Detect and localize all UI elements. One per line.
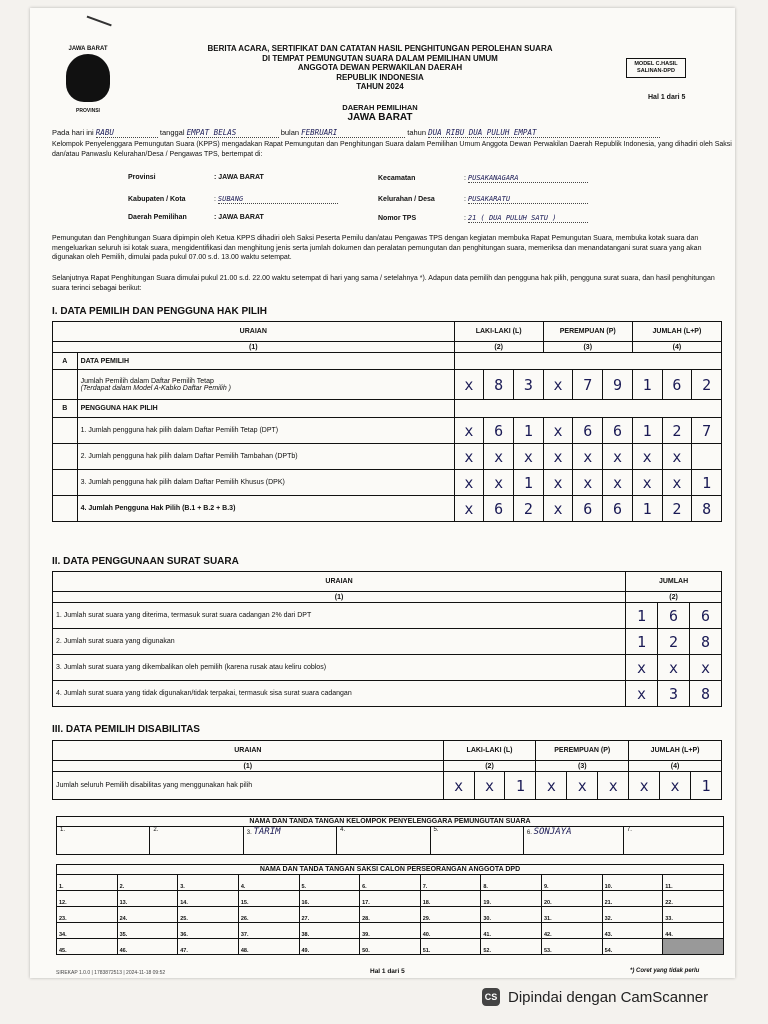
table-row: 1. 2. 3. 4. 5. 6. 7. 8. 9. 10. 11. bbox=[57, 875, 724, 891]
tps-field: Nomor TPS : 21 ( DUA PULUH SATU ) bbox=[378, 214, 588, 223]
section2-title: II. DATA PENGGUNAAN SURAT SUARA bbox=[52, 556, 239, 567]
logo-top-text: JAWA BARAT bbox=[68, 46, 108, 52]
pen-mark bbox=[86, 16, 111, 28]
province-field: Provinsi : JAWA BARAT bbox=[128, 174, 264, 181]
witness-signature-table: NAMA DAN TANDA TANGAN SAKSI CALON PERSEORANGAN ANGGOTA DPD 1. 2. 3. 4. 5. 6. 7. 8. 9. 10. 11. 12. 13. 14. 15. 16. 17. 18. 19. 20. 21. 22. 23. 24. 25. 26. 27. 28. 29. 30. 31. 32. 33. 34. 35. 36. 37. 38. 39. 40. 41. 42. 43. 44. 45. 46. 47. 48. 49. 50. 51. 52. 53. 54. bbox=[56, 864, 724, 955]
emblem-icon bbox=[66, 54, 110, 102]
date-value: EMPAT BELAS bbox=[187, 128, 279, 138]
table-row: 34. 35. 36. 37. 38. 39. 40. 41. 42. 43. 44. bbox=[57, 923, 724, 939]
table-row: 3. Jumlah surat suara yang dikembalikan oleh pemilih (karena rusak atau keliru coblos) x x x bbox=[53, 655, 722, 681]
logo-bottom-text: PROVINSI bbox=[76, 108, 100, 114]
table-row: Jumlah seluruh Pemilih disabilitas yang menggunakan hak pilih x x 1 x x x x x 1 bbox=[53, 772, 722, 800]
table-row: 2. Jumlah pengguna hak pilih dalam Daftar Pemilih Tambahan (DPTb) x x x x x x x x bbox=[53, 444, 722, 470]
table-row: 4. Jumlah surat suara yang tidak digunakan/tidak terpakai, termasuk sisa surat suara cadangan x 3 8 bbox=[53, 681, 722, 707]
procedure-paragraph: Pemungutan dan Penghitungan Suara dipimpin oleh Ketua KPPS dihadiri oleh Saksi Peserta Pemilu dan/atau Pengawas TPS dengan kegiatan membuka Rapat Pemungutan Suara, membuka kotak suara dan mengeluarkan seluruh isi kotak suara, mengidentifikasi dan menghitung jenis serta jumlah dokumen dan peralatan pemungutan dan penghitungan suara, memeriksa dan menandatangani surat suara yang akan digunakan oleh Pemilih, dimulai pada pukul 07.00 s.d. 13.00 waktu setempat. bbox=[52, 235, 702, 261]
footer-page: Hal 1 dari 5 bbox=[370, 968, 405, 975]
table-row: 4. Jumlah Pengguna Hak Pilih (B.1 + B.2 + B.3) x 6 2 x 6 6 1 2 8 bbox=[53, 496, 722, 522]
table-row: 3. Jumlah pengguna hak pilih dalam Daftar Pemilih Khusus (DPK) x x 1 x x x x x 1 bbox=[53, 470, 722, 496]
table-row: 23. 24. 25. 26. 27. 28. 29. 30. 31. 32. 33. bbox=[57, 907, 724, 923]
date-line: Pada hari ini RABU tanggal EMPAT BELAS bulan FEBRUARI tahun DUA RIBU DUA PULUH EMPAT bbox=[52, 128, 732, 138]
table-row: 45. 46. 47. 48. 49. 50. 51. 52. 53. 54. bbox=[57, 939, 724, 955]
count-paragraph: Selanjutnya Rapat Penghitungan Suara dimulai pukul 21.00 s.d. 22.00 waktu setempat di hari yang sama / setelahnya *). Adapun data pemilih dan pengguna hak pilih, pengguna surat suara, dan hasil penghitungan suara terinci sebagai berikut: bbox=[52, 275, 715, 292]
district-field: Kecamatan : PUSAKANAGARA bbox=[378, 174, 588, 183]
ballot-usage-table: URAIAN JUMLAH (1) (2) 1. Jumlah surat suara yang diterima, termasuk surat suara cadangan 2% dari DPT 1 6 6 2. Jumlah surat suara yang digunakan 1 2 8 3. Jumlah surat suara yang dikembalikan oleh pemilih (karena rusak atau keliru coblos) x x x 4. Jumlah surat suara yang tidak digunakan/tidak terpakai, termasuk sisa surat suara cadangan x 3 8 bbox=[52, 571, 722, 707]
document-title: BERITA ACARA, SERTIFIKAT DAN CATATAN HASIL PENGHITUNGAN PEROLEHAN SUARA DI TEMPAT PEMUNGUTAN SUARA DALAM PEMILIHAN UMUM ANGGOTA DEWAN PERWAKILAN DAERAH REPUBLIK INDONESIA TAHUN 2024 bbox=[207, 44, 553, 91]
table-row: 1. Jumlah pengguna hak pilih dalam Daftar Pemilih Tetap (DPT) x 6 1 x 6 6 1 2 7 bbox=[53, 418, 722, 444]
village-field: Kelurahan / Desa : PUSAKARATU bbox=[378, 195, 588, 204]
year-value: DUA RIBU DUA PULUH EMPAT bbox=[428, 128, 660, 138]
kpps-signer-6: SONJAYA bbox=[533, 827, 572, 837]
footer-note: *) Coret yang tidak perlu bbox=[630, 968, 700, 974]
kpps-signature-table: NAMA DAN TANDA TANGAN KELOMPOK PENYELENGGARA PEMUNGUTAN SUARA 1. 2. 3. TARIM 4. 5. 6. SONJAYA 7. bbox=[56, 816, 724, 855]
camscanner-watermark: CS Dipindai dengan CamScanner bbox=[482, 984, 708, 1010]
dapil-value: JAWA BARAT bbox=[347, 112, 413, 123]
day-value: RABU bbox=[96, 128, 158, 138]
table-row: 2. Jumlah surat suara yang digunakan 1 2 8 bbox=[53, 629, 722, 655]
disability-table: URAIAN LAKI-LAKI (L) PEREMPUAN (P) JUMLAH (L+P) (1) (2) (3) (4) Jumlah seluruh Pemilih disabilitas yang menggunakan hak pilih x x 1 x x x x x 1 bbox=[52, 740, 722, 800]
kpps-signer-3: TARIM bbox=[253, 827, 281, 837]
camscanner-icon: CS bbox=[482, 988, 500, 1006]
footer-code: SIREKAP 1.0.0 | 1783872513 | 2024-11-18 09:52 bbox=[56, 970, 166, 976]
intro-paragraph: Kelompok Penyelenggara Pemungutan Suara (KPPS) mengadakan Rapat Pemungutan dan Penghitungan Suara dalam Pemilihan Umum Anggota Dewan Perwakilan Daerah Republik Indonesia, yang dihadiri oleh Saksi dan/atau Panwaslu Kelurahan/Desa / Pengawas TPS, bertempat di: bbox=[52, 141, 732, 158]
section3-title: III. DATA PEMILIH DISABILITAS bbox=[52, 724, 200, 735]
section-a-header: A DATA PEMILIH bbox=[53, 353, 722, 370]
table-row: 1. Jumlah surat suara yang diterima, termasuk surat suara cadangan 2% dari DPT 1 6 6 bbox=[53, 603, 722, 629]
table-row: Jumlah Pemilih dalam Daftar Pemilih Tetap (Terdapat dalam Model A-Kabko Daftar Pemilih ) x 8 3 x 7 9 1 6 2 bbox=[53, 370, 722, 400]
province-logo bbox=[60, 46, 116, 114]
table-row: 12. 13. 14. 15. 16. 17. 18. 19. 20. 21. 22. bbox=[57, 891, 724, 907]
dapil-field: Daerah Pemilihan : JAWA BARAT bbox=[128, 214, 264, 221]
section-b-header: B PENGGUNA HAK PILIH bbox=[53, 400, 722, 418]
dapil-label: DAERAH PEMILIHAN bbox=[342, 103, 418, 112]
regency-field: Kabupaten / Kota : SUBANG bbox=[128, 195, 338, 204]
document-page bbox=[30, 8, 735, 978]
model-box: MODEL C.HASIL SALINAN-DPD bbox=[626, 58, 686, 78]
voter-data-table: URAIAN LAKI-LAKI (L) PEREMPUAN (P) JUMLAH (L+P) (1) (2) (3) (4) A DATA PEMILIH Jumlah Pemilih dalam Daftar Pemilih Tetap (Terdapat dalam Model A-Kabko Daftar Pemilih ) x 8 3 x 7 9 1 6 2 B PENGGUNA HAK PILIH 1. Jumlah pengguna hak pilih dalam Daftar Pemilih Tetap (DPT) x 6 1 x 6 6 1 2 7 2. Jumlah pengguna hak pilih dalam Daftar Pemilih Tambahan (DPTb) x x x x x x x x 3. Jumlah pengguna hak pilih dalam Daftar Pemilih Khusus (DPK) x x 1 x x x x x 1 4. Jumlah Pengguna Hak Pilih (B.1 + B.2 + B.3) x 6 2 x 6 6 1 2 8 bbox=[52, 321, 722, 522]
page-number-top: Hal 1 dari 5 bbox=[648, 94, 686, 101]
section1-title: I. DATA PEMILIH DAN PENGGUNA HAK PILIH bbox=[52, 306, 267, 317]
month-value: FEBRUARI bbox=[301, 128, 405, 138]
